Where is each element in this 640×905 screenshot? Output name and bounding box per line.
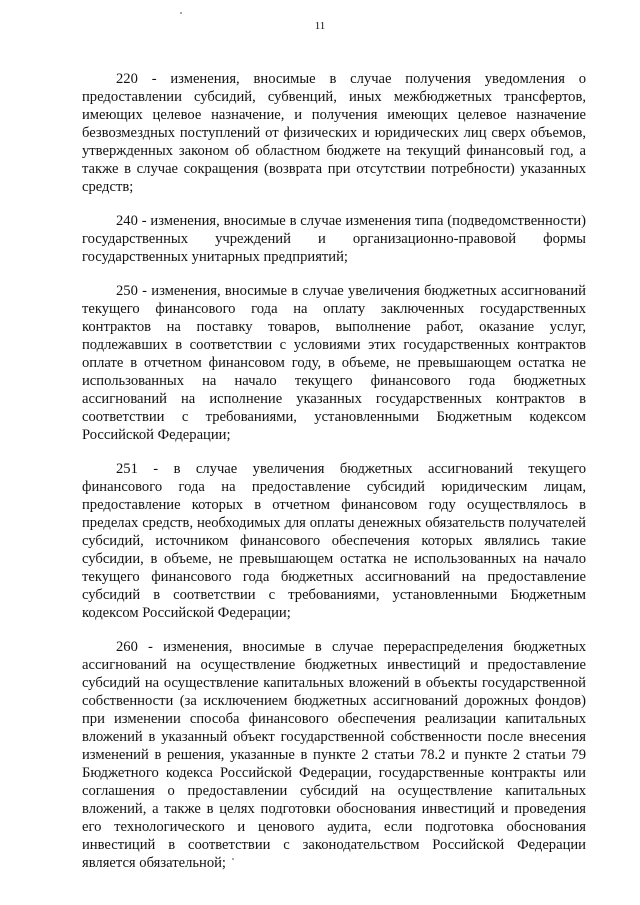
- paragraph-code-240: 240 - изменения, вносимые в случае изменения типа (подведомственности) государственных учреждений и организационно-правовой формы государственных унитарных предприятий;: [82, 213, 586, 265]
- paragraph-code-250: 250 - изменения, вносимые в случае увеличения бюджетных ассигнований текущего финансового года на оплату заключенных государственных контрактов на поставку товаров, выполнение работ, оказание услуг, подлежавших в соответствии с условиями этих государственных контрактов оплате в отчетном финансовом году, в объеме, не превышающем остатка не использованных на начало текущего финансового года бюджетных ассигнований на исполнение указанных государственных контрактов в соответствии с требованиями, установленными Бюджетным кодексом Российской Федерации;: [82, 283, 586, 443]
- paragraph-code-251: 251 - в случае увеличения бюджетных ассигнований текущего финансового года на предоставление субсидий юридическим лицам, предоставление которых в отчетном финансовом году осуществлялось в пределах средств, необходимых для оплаты денежных обязательств получателей субсидий, источником финансового обеспечения которых являлись такие субсидии, в объеме, не превышающем остатка не использованных на начало текущего финансового года бюджетных ассигнований на предоставление субсидий в соответствии с требованиями, установленными Бюджетным кодексом Российской Федерации;: [82, 461, 586, 621]
- paragraph-code-260: 260 - изменения, вносимые в случае перераспределения бюджетных ассигнований на осуществление бюджетных инвестиций и предоставление субсидий на осуществление капитальных вложений в объекты государственной собственности (за исключением бюджетных ассигнований дорожных фондов) при изменении способа финансового обеспечения реализации капитальных вложений в указанный объект государственной собственности после внесения изменений в решения, указанные в пункте 2 статьи 78.2 и пункте 2 статьи 79 Бюджетного кодекса Российской Федерации, государственные контракты или соглашения о предоставлении субсидий на осуществление капитальных вложений, а также в целях подготовки обоснования инвестиций и проведения его технологического и ценового аудита, если подготовка обоснования инвестиций в соответствии с законодательством Российской Федерации является обязательной;: [82, 639, 586, 871]
- scan-speck: [180, 12, 182, 14]
- document-body: [82, 70, 586, 888]
- paragraph-code-220: 220 - изменения, вносимые в случае получения уведомления о предоставлении субсидий, субвенций, иных межбюджетных трансфертов, имеющих целевое назначение, и получения имеющих целевое назначение безвозмездных поступлений от физических и юридических лиц сверх объемов, утвержденных законом об областном бюджете на текущий финансовый год, а также в случае сокращения (возврата при отсутствии потребности) указанных средств;: [82, 71, 586, 195]
- page-number: 11: [314, 20, 326, 32]
